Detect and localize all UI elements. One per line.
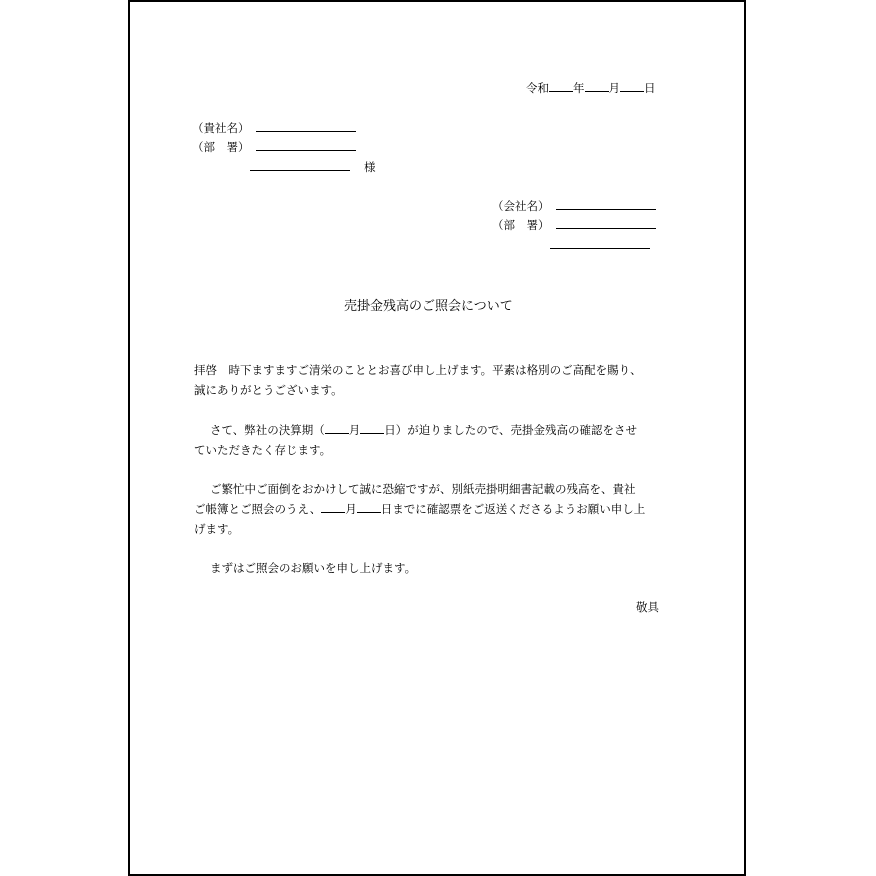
sender-name (550, 237, 650, 253)
page-title: 売掛金残高のご照会について (344, 299, 513, 314)
paragraph-greeting: 拝啓 時下ますますご清栄のこととお喜び申し上げます。平素は格別のご高配を賜り、 誠にありがとうございます。 (194, 363, 642, 397)
paragraph-closing: まずはご照会のお願いを申し上げます。 (210, 561, 417, 575)
paragraph-purpose: さて、弊社の決算期（ 月 日）が迫りましたので、売掛金残高の確認をさせ ていただきたく存じます。 (194, 423, 638, 457)
sender-department: （部 署） (492, 217, 656, 233)
date-line: 令和 年 月 日 (526, 81, 656, 95)
recipient-name: 様 (250, 159, 376, 175)
letter-page (128, 0, 746, 876)
paragraph-request: ご繁忙中ご面倒をおかけして誠に恐縮ですが、別紙売掛明細書記載の残高を、貴社 ご帳簿とご照会のうえ、 月 日までに確認票をご返送くださるようお願い申し上 げます。 (194, 482, 646, 536)
closing-keigu: 敬具 (636, 600, 659, 614)
recipient-department: （部 署） (192, 139, 356, 155)
recipient-company: （貴社名） (192, 120, 356, 136)
sender-company: （会社名） (492, 198, 656, 214)
